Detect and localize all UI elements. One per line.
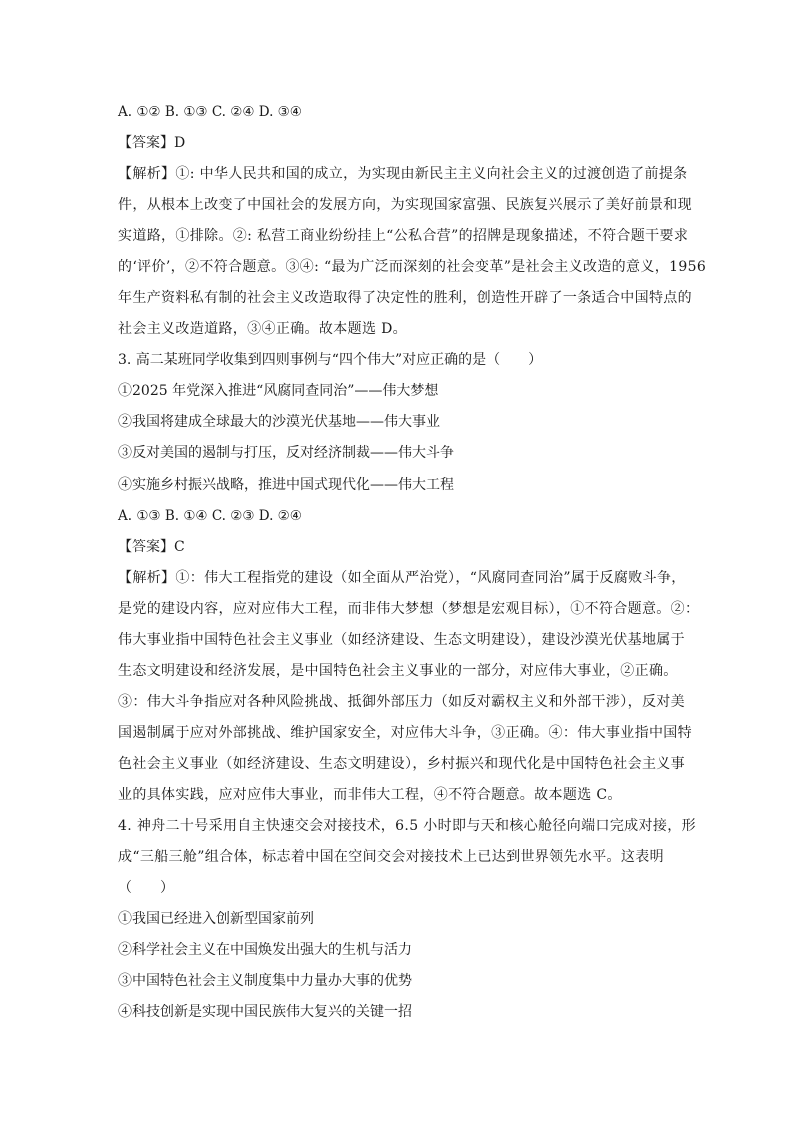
q3-analysis-line-6: 国遏制属于应对外部挑战、维护国家安全，对应伟大斗争，③正确。④：伟大事业指中国特: [118, 725, 692, 741]
q4-item-4: ④科技创新是实现中国民族伟大复兴的关键一招: [118, 1004, 412, 1020]
q3-analysis-line-1: 【解析】①：伟大工程指党的建设（如全面从严治党），“风腐同查同治”属于反腐败斗争，: [118, 570, 686, 586]
q2-analysis-line-5: 年生产资料私有制的社会主义改造取得了决定性的胜利，创造性开辟了一条适合中国特点的: [118, 290, 692, 306]
q3-analysis-line-8: 业的具体实践，应对应伟大事业，而非伟大工程，④不符合题意。故本题选 C。: [118, 787, 622, 803]
q3-item-2: ②我国将建成全球最大的沙漠光伏基地——伟大事业: [118, 414, 440, 430]
q2-analysis-line-1: 【解析】①: 中华人民共和国的成立，为实现由新民主主义向社会主义的过渡创造了前提条: [118, 166, 688, 182]
q3-stem: 3. 高二某班同学收集到四则事例与“四个伟大”对应正确的是（ ）: [118, 352, 543, 368]
q4-item-2: ②科学社会主义在中国焕发出强大的生机与活力: [118, 942, 412, 958]
q2-options: A. ①② B. ①③ C. ②④ D. ③④: [118, 104, 302, 120]
q3-analysis-line-5: ③：伟大斗争指应对各种风险挑战、抵御外部压力（如反对霸权主义和外部干涉），反对美: [118, 694, 685, 710]
q3-item-3: ③反对美国的遏制与打压，反对经济制裁——伟大斗争: [118, 445, 454, 461]
q4-item-3: ③中国特色社会主义制度集中力量办大事的优势: [118, 973, 412, 989]
q2-analysis-line-4: 的‘评价’，②不符合题意。③④: “最为广泛而深刻的社会变革”是社会主义改造的意义，1956: [118, 259, 707, 275]
q2-analysis-line-3: 实道路，①排除。②: 私营工商业纷纷挂上“公私合营”的招牌是现象描述，不符合题干要求: [118, 228, 689, 244]
q3-item-1: ①2025 年党深入推进“风腐同查同治”——伟大梦想: [118, 383, 439, 399]
q3-options: A. ①③ B. ①④ C. ②③ D. ②④: [118, 508, 302, 524]
q3-analysis-line-7: 色社会主义事业（如经济建设、生态文明建设），乡村振兴和现代化是中国特色社会主义事: [118, 756, 685, 772]
q3-item-4: ④实施乡村振兴战略，推进中国式现代化——伟大工程: [118, 477, 454, 493]
q2-answer: 【答案】D: [118, 135, 186, 151]
q4-item-1: ①我国已经进入创新型国家前列: [118, 911, 314, 927]
q4-stem-line-3: （ ）: [118, 880, 174, 896]
q3-answer: 【答案】C: [118, 539, 185, 555]
q3-analysis-line-4: 生态文明建设和经济发展，是中国特色社会主义事业的一部分，对应伟大事业，②正确。: [118, 663, 678, 679]
q4-stem-line-2: 成“三船三舱”组合体，标志着中国在空间交会对接技术上已达到世界领先水平。这表明: [118, 849, 664, 865]
q4-stem-line-1: 4. 神舟二十号采用自主快速交会对接技术，6.5 小时即与天和核心舱径向端口完成对接，形: [118, 818, 696, 834]
q3-analysis-line-2: 是党的建设内容，应对应伟大工程，而非伟大梦想（梦想是宏观目标），①不符合题意。②：: [118, 601, 700, 617]
q2-analysis-line-2: 件，从根本上改变了中国社会的发展方向，为实现国家富强、民族复兴展示了美好前景和现: [118, 197, 692, 213]
q2-analysis-line-6: 社会主义改造道路，③④正确。故本题选 D。: [118, 321, 408, 337]
q3-analysis-line-3: 伟大事业指中国特色社会主义事业（如经济建设、生态文明建设），建设沙漠光伏基地属于: [118, 632, 685, 648]
